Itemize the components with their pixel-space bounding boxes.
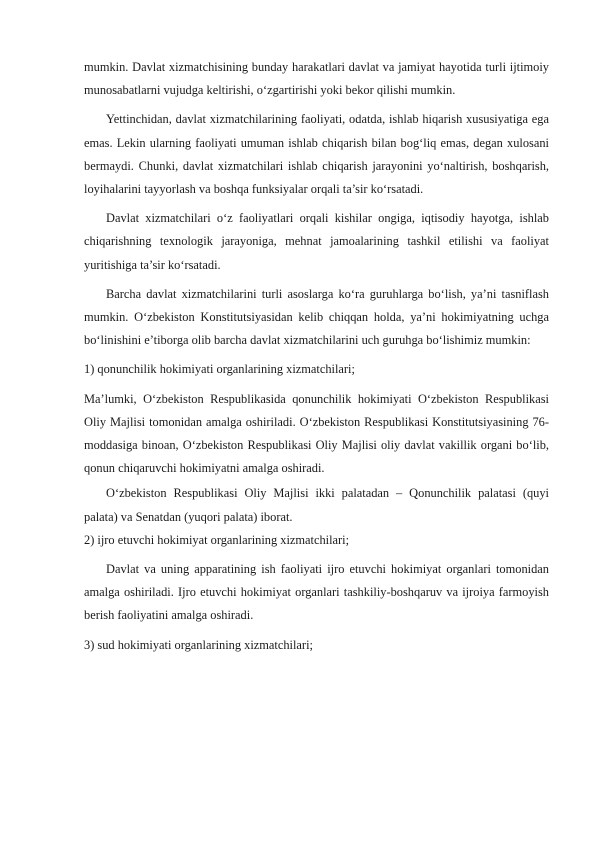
list-item-executive: 2) ijro etuvchi hokimiyat organlarining xizmatchilari;: [84, 532, 350, 547]
paragraph-executive: Davlat va uning apparatining ish faoliyati ijro etuvchi hokimiyat organlari tomonidan amalga oshiriladi. Ijro etuvchi hokimiyat organlari tashkiliy-boshqaruv va ijroiya farmoyish berish faoliyatini amalga oshiradi.: [84, 562, 549, 623]
list-item-judicial: 3) sud hokimiyati organlarining xizmatchilari;: [84, 637, 313, 652]
paragraph-seventh-point: Yettinchidan, davlat xizmatchilarining faoliyati, odatda, ishlab hiqarish xususiyatiga ega emas. Lekin ularning faoliyati umuman ishlab chiqarish bilan bog‘liq emas, degan xulosani bermaydi. Chunki, davlat xizmatchilari ishlab chiqarish jarayonini yo‘naltirish, boshqarish, loyihalarini tayyorlash va boshqa funksiyalar orqali ta’sir ko‘rsatadi.: [84, 112, 549, 197]
list-item-legislative: 1) qonunchilik hokimiyati organlarining xizmatchilari;: [84, 362, 355, 377]
document-page: [84, 56, 549, 657]
paragraph-classification: Barcha davlat xizmatchilarini turli asoslarga ko‘ra guruhlarga bo‘lish, ya’ni tasniflash mumkin. O‘zbekiston Konstitutsiyasidan kelib chiqqan holda, ya’ni hokimiyatning uchga bo‘linishini e’tiborga olib barcha davlat xizmatchilarini uch guruhga bo‘lishimiz mumkin:: [84, 286, 549, 348]
paragraph-continuation: mumkin. Davlat xizmatchisining bunday harakatlari davlat va jamiyat hayotida turli ijtimoiy munosabatlarni vujudga keltirishi, o‘zgartirishi yoki bekor qilishi mumkin.: [84, 60, 549, 98]
paragraph-influence: Davlat xizmatchilari o‘z faoliyatlari orqali kishilar ongiga, iqtisodiy hayotga, ishlab chiqarishning texnologik jarayoniga, mehnat jamoalarining tashkil etilishi va faoliyat yuritishiga ta’sir ko‘rsatadi.: [84, 211, 549, 272]
paragraph-oliy-majlis: O‘zbekiston Respublikasi Oliy Majlisi ikki palatadan – Qonunchilik palatasi (quyi palata) va Senatdan (yuqori palata) iborat.: [84, 486, 549, 524]
paragraph-legislative: Ma’lumki, O‘zbekiston Respublikasida qonunchilik hokimiyati O‘zbekiston Respublikasi Oliy Majlisi tomonidan amalga oshiriladi. O‘zbekiston Respublikasi Konstitutsiyasining 76-moddasiga binoan, O‘zbekiston Respublikasi Oliy Majlisi oliy davlat vakillik organi bo‘lib, qonun chiqaruvchi hokimiyatni amalga oshiradi.: [84, 391, 549, 476]
